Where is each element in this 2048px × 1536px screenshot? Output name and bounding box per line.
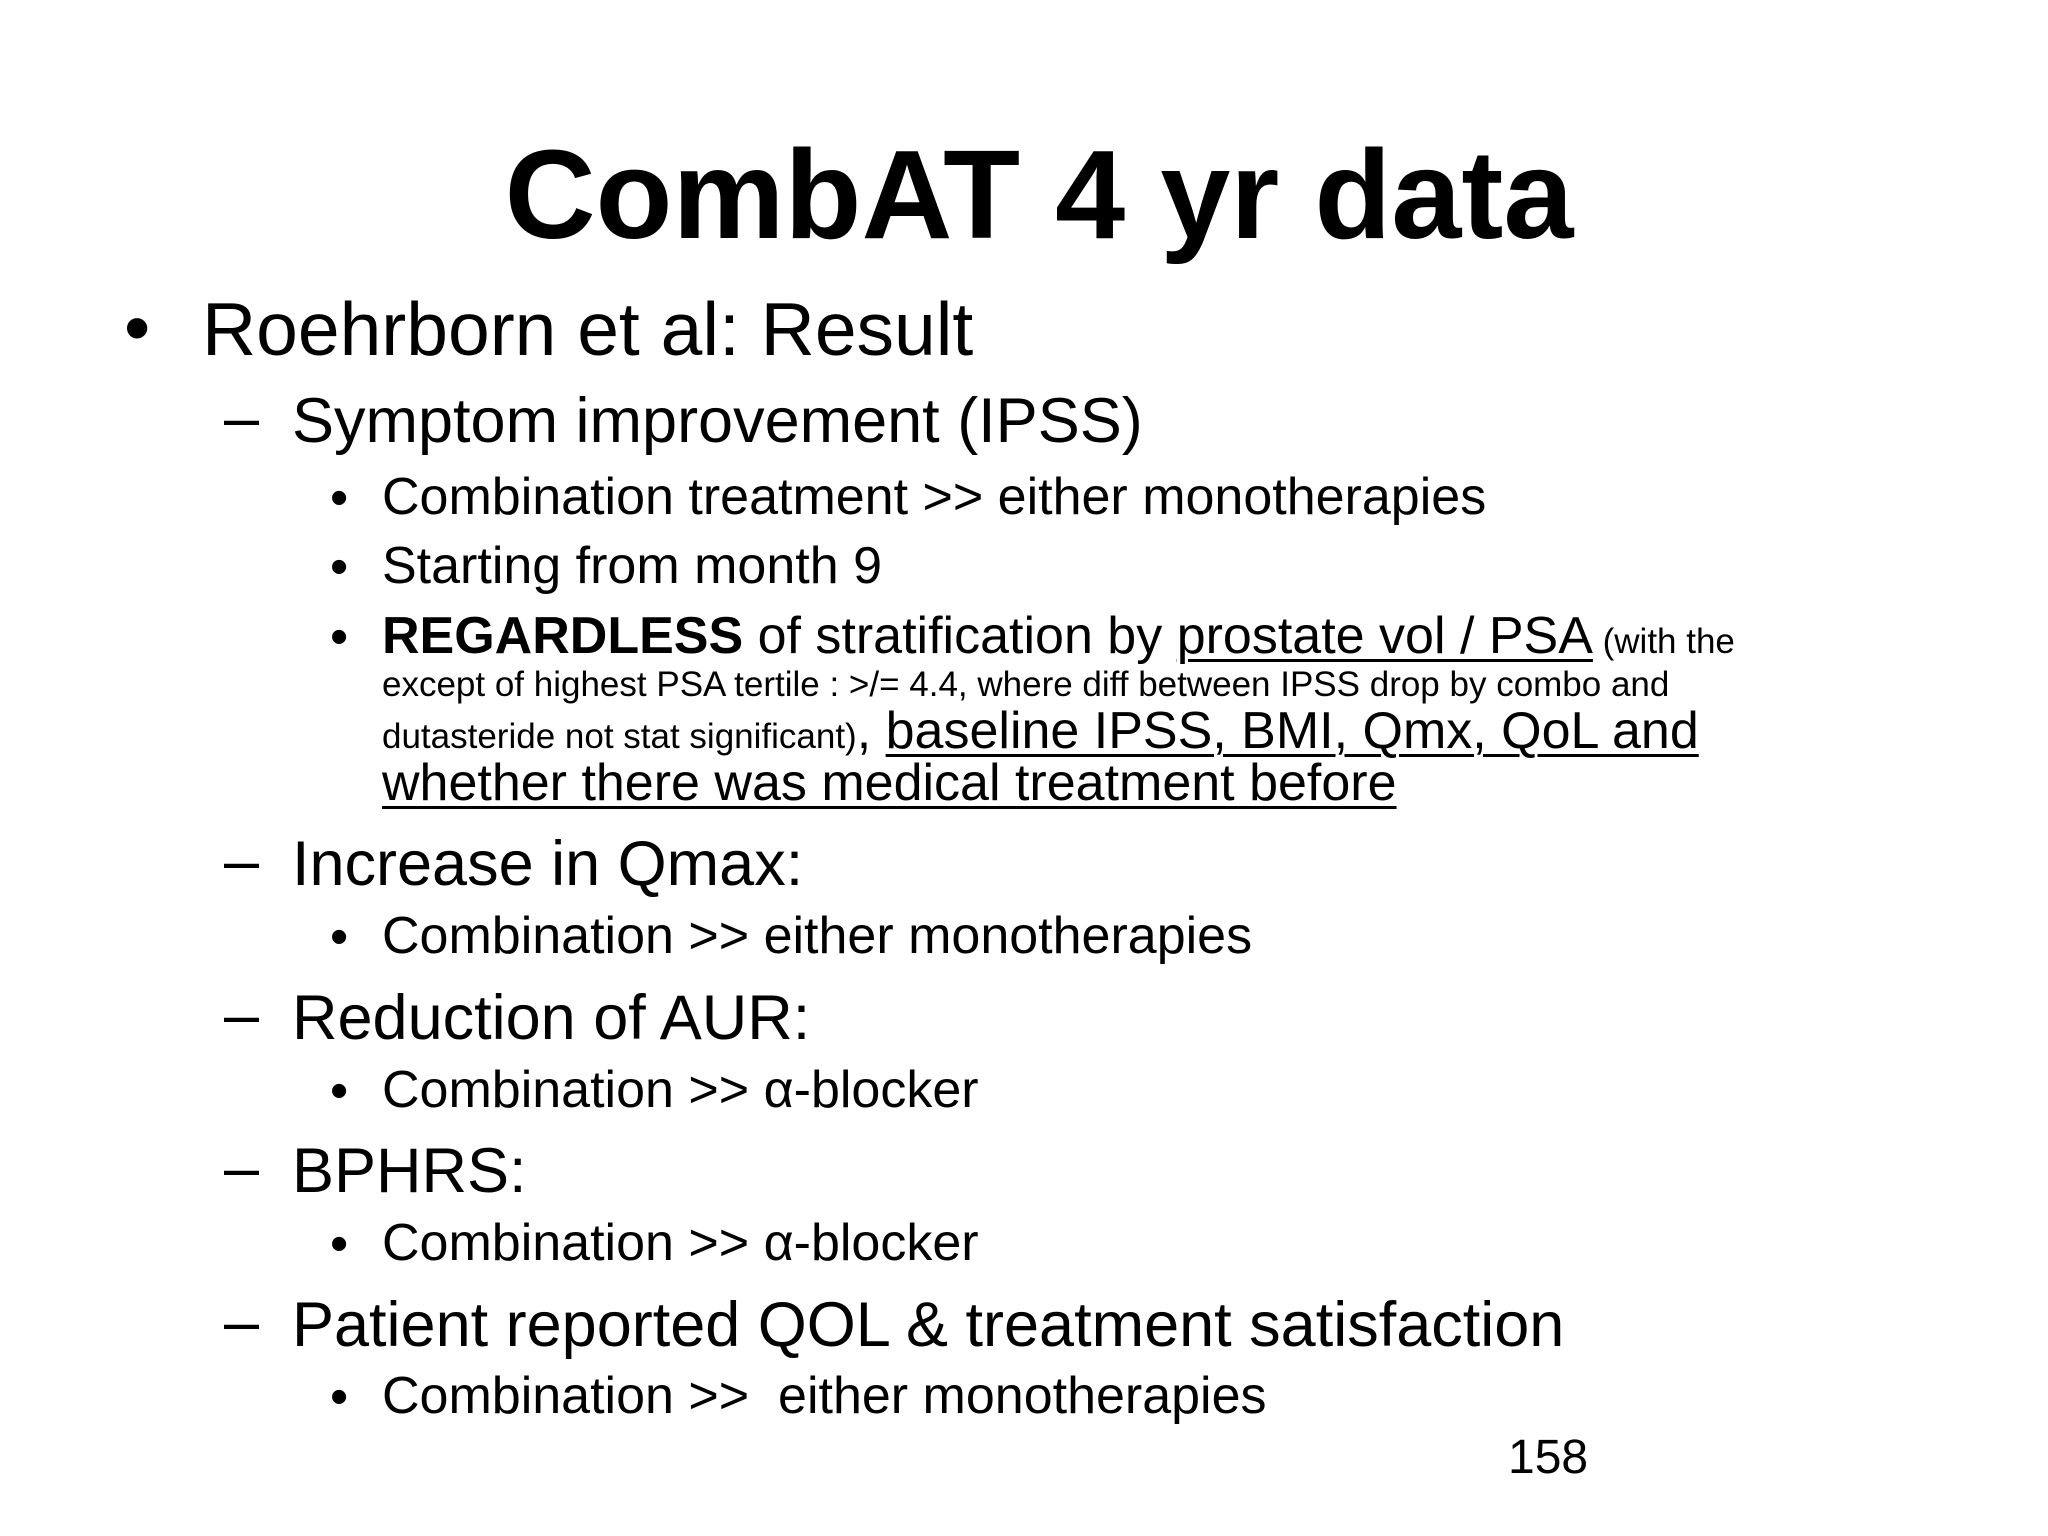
bullet-icon: •	[330, 469, 349, 527]
regardless-comma: ,	[856, 702, 886, 760]
regardless-text-a: of stratification by	[743, 607, 1177, 665]
regardless-small-b: except of highest PSA tertile : >/= 4.4, where diff between IPSS drop by combo and	[382, 665, 1670, 704]
bullet-icon: •	[330, 538, 349, 596]
list-item: Combination >> either monotherapies	[382, 1367, 1267, 1425]
regardless-small-c: dutasteride not stat significant)	[382, 717, 857, 756]
dash-icon: –	[224, 826, 260, 896]
section-heading-qmax: Increase in Qmax:	[292, 829, 804, 899]
bullet-icon: •	[330, 1215, 349, 1273]
regardless-underlined-b: baseline IPSS, BMI, Qmx, QoL and	[885, 702, 1699, 760]
bullet-icon: •	[330, 608, 349, 666]
level1-text: Roehrborn et al: Result	[202, 287, 974, 371]
section-heading-aur: Reduction of AUR:	[292, 983, 811, 1053]
regardless-underlined-c: whether there was medical treatment before	[382, 754, 1397, 812]
dash-icon: –	[224, 1133, 260, 1203]
dash-icon: –	[224, 1287, 260, 1357]
regardless-underlined-a: prostate vol / PSA	[1176, 607, 1593, 665]
list-item: Starting from month 9	[382, 537, 882, 595]
list-item: Combination >> α-blocker	[382, 1061, 979, 1119]
regardless-small-a: (with the	[1592, 622, 1735, 661]
bullet-icon: •	[330, 1062, 349, 1120]
list-item: Combination >> α-blocker	[382, 1214, 979, 1272]
section-heading-bphrs: BPHRS:	[292, 1136, 527, 1206]
dash-icon: –	[224, 980, 260, 1050]
section-heading-qol: Patient reported QOL & treatment satisfaction	[292, 1290, 1565, 1360]
regardless-line-1	[382, 605, 1735, 667]
regardless-bold: REGARDLESS	[382, 607, 744, 665]
bullet-icon: •	[330, 1368, 349, 1426]
dash-icon: –	[224, 383, 260, 453]
list-item: Combination >> either monotherapies	[382, 907, 1253, 965]
section-heading-symptom: Symptom improvement (IPSS)	[292, 386, 1143, 456]
slide-title: CombAT 4 yr data	[504, 124, 1574, 265]
page-number: 158	[1508, 1431, 1589, 1484]
list-item: Combination treatment >> either monotherapies	[382, 468, 1487, 526]
bullet-icon: •	[330, 908, 349, 966]
bullet-icon: •	[124, 285, 151, 369]
